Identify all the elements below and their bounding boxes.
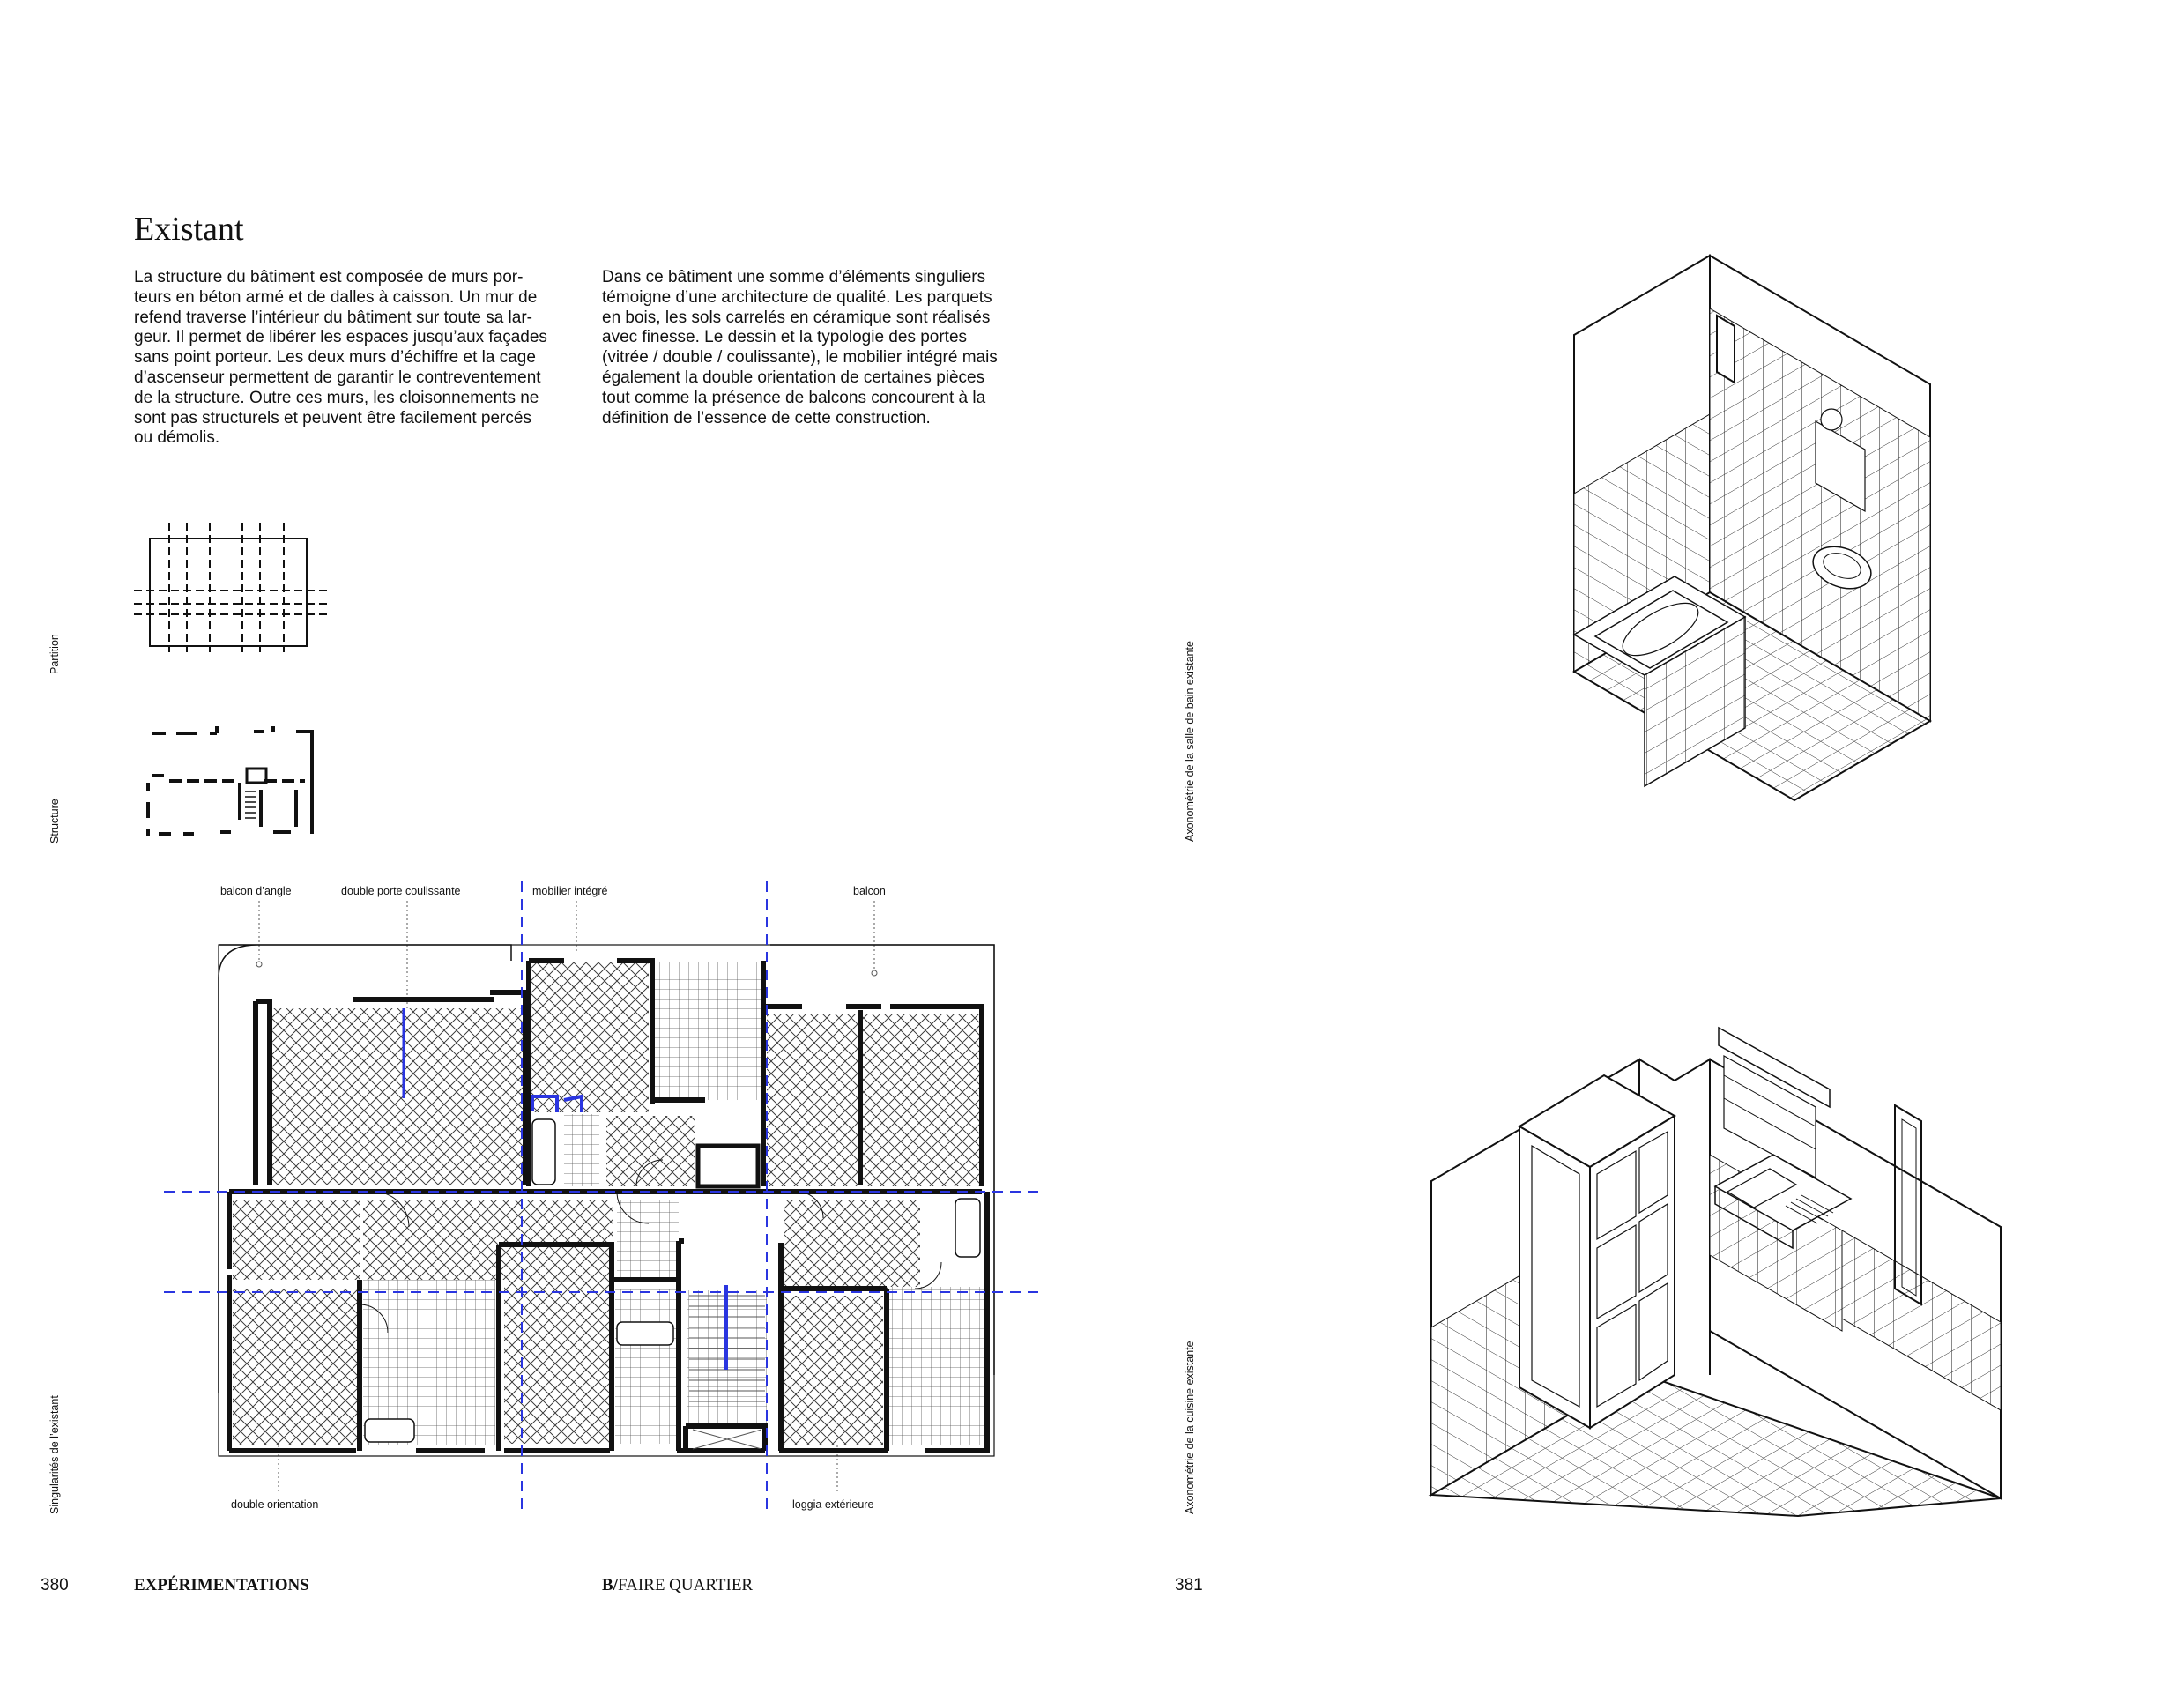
- paragraph-line: également la double orientation de certaines pièces: [602, 368, 985, 387]
- paragraph-line: de la structure. Outre ces murs, les cloisonnements ne: [134, 388, 539, 407]
- chapter-title: [602, 1576, 753, 1595]
- side-label-axo-salle-de-bain: Axonométrie de la salle de bain existante: [1184, 641, 1196, 842]
- plan-label-double-orientation: double orientation: [231, 1498, 319, 1511]
- paragraph-line: tout comme la présence de balcons concourent à la: [602, 388, 986, 407]
- paragraph-line: La structure du bâtiment est composée de murs por-: [134, 268, 524, 286]
- paragraph-line: ou démolis.: [134, 428, 220, 448]
- paragraph-line: sont pas structurels et peuvent être facilement percés: [134, 408, 531, 427]
- plan-label-balcon-angle: balcon d’angle: [220, 885, 292, 897]
- plan-label-balcon: balcon: [853, 885, 886, 897]
- kitchen-axonometric: [1428, 934, 2009, 1516]
- paragraph-line: sans point porteur. Les deux murs d’échiffre et la cage: [134, 348, 536, 368]
- plan-label-double-porte: double porte coulissante: [341, 885, 461, 897]
- paragraph-line: en bois, les sols carrelés en céramique sont réalisés: [602, 308, 991, 327]
- chapter-prefix: B/: [602, 1576, 618, 1594]
- page-number-left: 380: [41, 1576, 69, 1594]
- paragraph-line: d’ascenseur permettent de garantir le contreventement: [134, 368, 541, 387]
- paragraph-line: Dans ce bâtiment une somme d’éléments singuliers: [602, 268, 986, 286]
- page-number-right: 381: [1175, 1576, 1203, 1594]
- paragraph-line: refend traverse l’intérieur du bâtiment sur toute sa lar-: [134, 308, 532, 327]
- side-label-structure: Structure: [48, 799, 61, 844]
- paragraph-line: témoigne d’une architecture de qualité. Les parquets: [602, 287, 992, 307]
- chapter-name: FAIRE QUARTIER: [617, 1576, 754, 1594]
- side-label-axo-cuisine: Axonométrie de la cuisine existante: [1184, 1341, 1196, 1514]
- page-title: Existant: [134, 211, 244, 248]
- paragraph-line: (vitrée / double / coulissante), le mobilier intégré mais: [602, 348, 998, 368]
- plan-label-loggia: loggia extérieure: [792, 1498, 874, 1511]
- bathroom-axonometric: [1569, 247, 1939, 793]
- paragraph-line: définition de l’essence de cette construction.: [602, 408, 931, 427]
- paragraph-line: avec finesse. Le dessin et la typologie des portes: [602, 328, 968, 347]
- side-label-singularites: Singularités de l’existant: [48, 1395, 61, 1514]
- side-label-partition: Partition: [48, 634, 61, 674]
- paragraph-line: teurs en béton armé et de dalles à caisson. Un mur de: [134, 287, 538, 307]
- paragraph-line: geur. Il permet de libérer les espaces jusqu’aux façades: [134, 328, 547, 347]
- section-title: EXPÉRIMENTATIONS: [134, 1576, 309, 1594]
- plan-label-mobilier: mobilier intégré: [532, 885, 608, 897]
